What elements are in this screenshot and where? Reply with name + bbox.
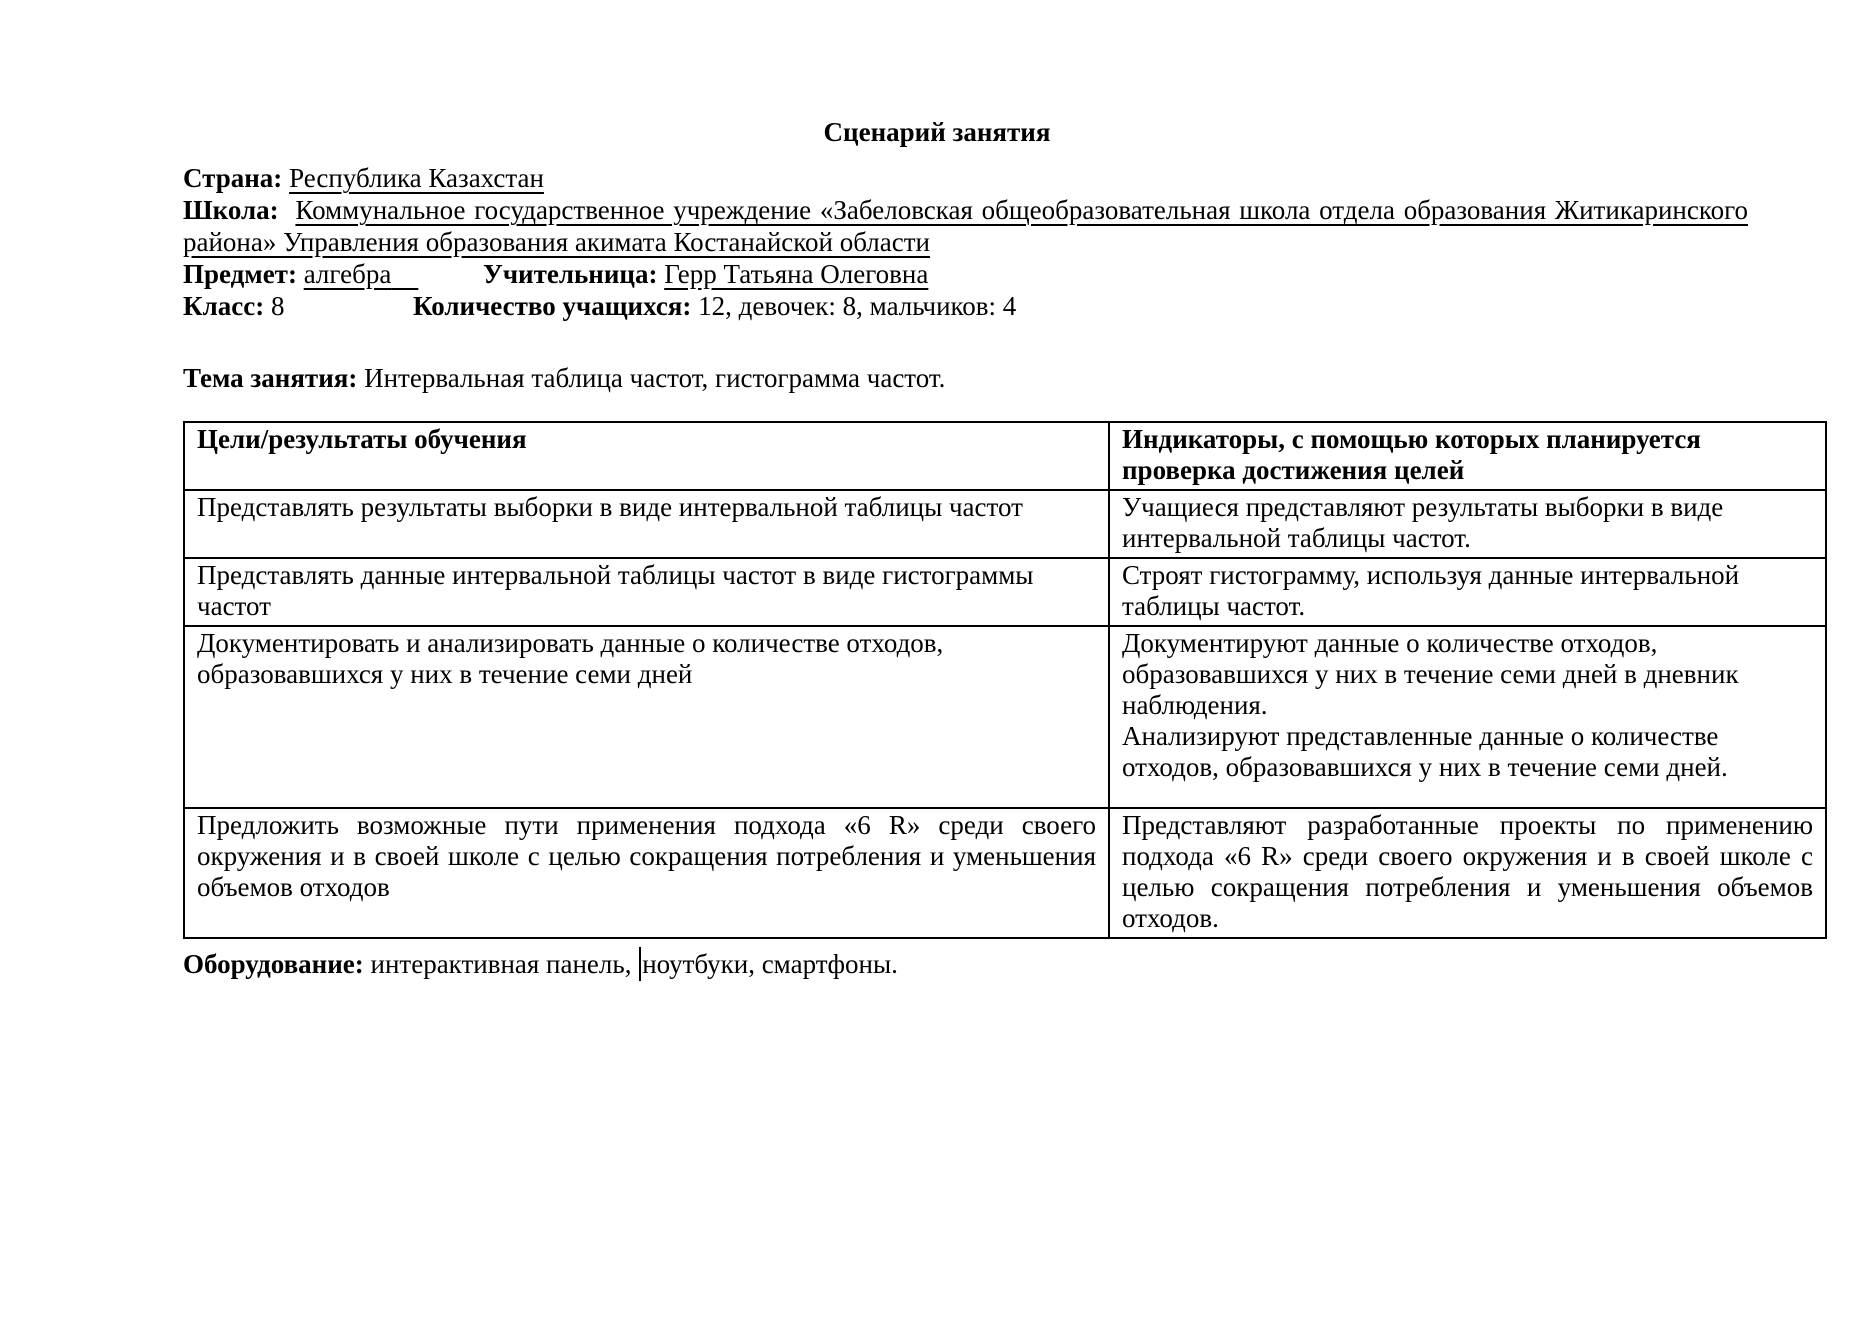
indicator-cell: [1109, 490, 1826, 558]
meta-block: [183, 162, 1874, 322]
school-label: Школа:: [183, 195, 279, 225]
indicator-text: Учащиеся представляют результаты выборки в виде интервальной таблицы частот.: [1122, 492, 1724, 553]
grade-value: 8: [270, 291, 285, 321]
subject-pair: [183, 259, 418, 289]
indicator-text: Анализируют представленные данные о количестве отходов, образовавшихся у них в течение семи дней.: [1122, 721, 1728, 782]
indicator-cell: [1109, 558, 1826, 626]
goal-cell: [184, 558, 1109, 626]
goal-cell: [184, 490, 1109, 558]
col2-header-cell: Индикаторы, с помощью которых планируется проверка достижения целей: [1109, 422, 1826, 490]
students-label: Количество учащихся:: [413, 291, 692, 321]
goal-cell: [184, 626, 1109, 808]
teacher-pair: [483, 258, 928, 290]
equipment-value-after: ноутбуки, смартфоны.: [642, 949, 898, 979]
goals-indicators-table: [183, 421, 1827, 939]
indicator-cell: [1109, 626, 1826, 808]
indicator-text: Документируют данные о количестве отходов, образовавшихся у них в течение семи дней в дневник наблюдения.: [1122, 628, 1739, 720]
meta-line-subject-teacher: [183, 258, 1748, 290]
document-title: Сценарий занятия: [823, 117, 1051, 147]
table-row: [184, 808, 1826, 938]
teacher-label: Учительница:: [483, 259, 658, 289]
teacher-value: Герр Татьяна Олеговна: [664, 259, 929, 289]
indicator-cell: [1109, 808, 1826, 938]
goal-text: Предложить возможные пути применения подхода «6 R» среди своего окружения и в своей школе с целью сокращения потребления и уменьшения объемов отходов: [197, 810, 1096, 902]
goal-text: Документировать и анализировать данные о количестве отходов, образовавшихся у них в течение семи дней: [197, 628, 944, 689]
text-cursor: [639, 947, 641, 981]
country-label: Страна:: [183, 163, 283, 193]
table-header-row: [184, 422, 1826, 490]
subject-value: алгебра: [303, 259, 392, 289]
goal-cell: [184, 808, 1109, 938]
col1-header-cell: Цели/результаты обучения: [184, 422, 1109, 490]
topic-line: [183, 362, 1874, 394]
meta-line-grade-students: [183, 290, 1748, 322]
students-value: 12, девочек: 8, мальчиков: 4: [698, 291, 1017, 321]
goal-text: Представлять результаты выборки в виде интервальной таблицы частот: [197, 492, 1023, 522]
subject-label: Предмет:: [183, 259, 297, 289]
indicator-text: Строят гистограмму, используя данные интервальной таблицы частот.: [1122, 560, 1740, 621]
school-value: Коммунальное государственное учреждение «Забеловская общеобразовательная школа отдела образования Житикаринского района» Управления образования акимата Костанайской области: [183, 195, 1748, 257]
grade-label: Класс:: [183, 291, 265, 321]
students-pair: [413, 290, 1016, 322]
table-row: [184, 490, 1826, 558]
topic-value: Интервальная таблица частот, гистограмма частот.: [364, 363, 946, 393]
equipment-value-before: интерактивная панель,: [370, 949, 632, 979]
indicator-text: Представляют разработанные проекты по применению подхода «6 R» среди своего окружения и в своей школе с целью сокращения потребления и уменьшения объемов отходов.: [1122, 810, 1813, 933]
topic-label: Тема занятия:: [183, 363, 358, 393]
country-value: Республика Казахстан: [289, 163, 544, 193]
grade-pair: [183, 291, 284, 321]
equipment-label: Оборудование:: [183, 949, 364, 979]
equipment-line: [183, 947, 1874, 981]
meta-line-country: [183, 162, 1874, 194]
table-row: [184, 558, 1826, 626]
goal-text: Представлять данные интервальной таблицы частот в виде гистограммы частот: [197, 560, 1034, 621]
table-row: [184, 626, 1826, 808]
meta-line-school: [183, 194, 1748, 258]
